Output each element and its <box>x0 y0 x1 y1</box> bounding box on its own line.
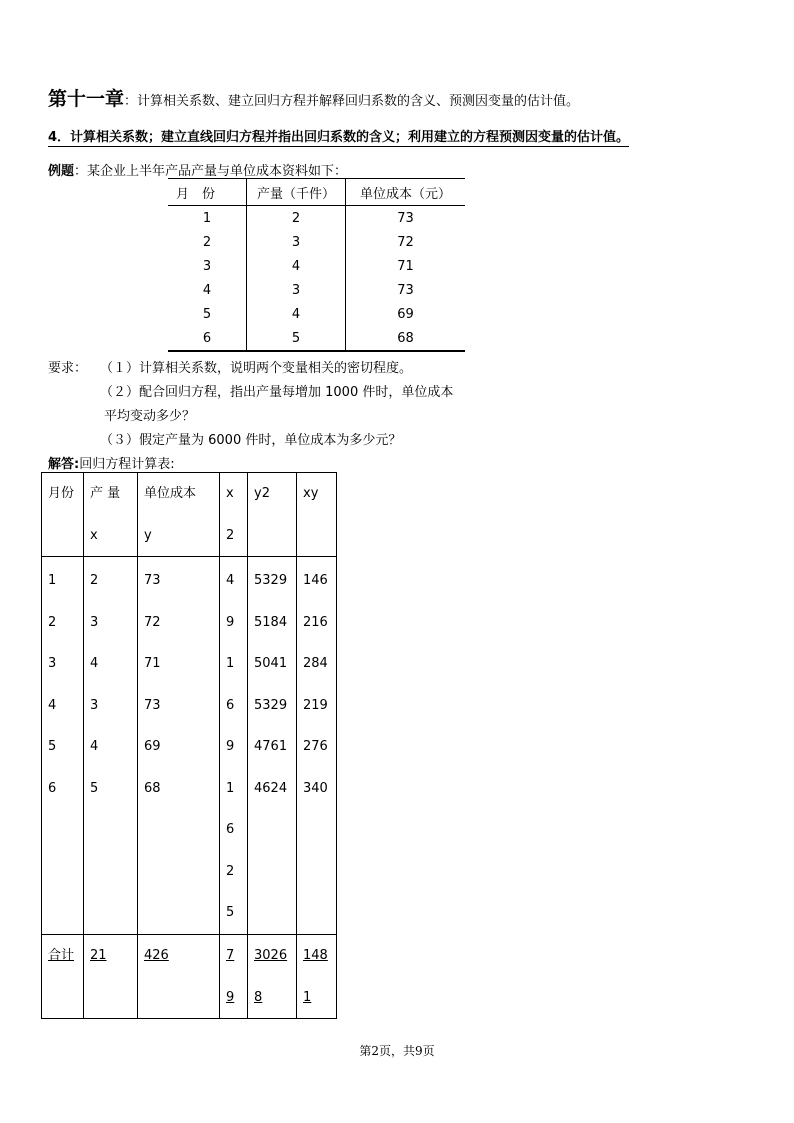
cell-month: 1 <box>202 210 212 226</box>
cell-output: 4 <box>247 302 346 326</box>
calc-header-cell <box>297 473 337 557</box>
cell-line: 9 <box>226 739 235 754</box>
cell-output: 5 <box>247 326 346 351</box>
cell-line: 3 <box>48 656 57 671</box>
cell-line: 6 <box>48 780 57 796</box>
cell-line: 1 <box>226 780 235 796</box>
answer-intro <box>48 453 175 472</box>
calc-header-cell <box>84 473 138 557</box>
cell-line: 1 <box>48 573 57 588</box>
cell-line: 5 <box>90 780 99 796</box>
calc-total-cell <box>84 935 138 1019</box>
cell-month: 4 <box>202 282 212 298</box>
table-row <box>168 278 465 302</box>
example-text: ：某企业上半年产品产量与单位成本资料如下： <box>74 164 348 179</box>
cell-line: 216 <box>303 614 328 630</box>
calc-header-cell <box>42 473 84 557</box>
cell-line: 5329 <box>254 697 288 713</box>
cell-line: 9 <box>226 989 235 1005</box>
calc-total-cell <box>138 935 220 1019</box>
cell-line: 5184 <box>254 614 288 630</box>
header-output: 产量（千件） <box>247 179 346 206</box>
cell-line: 21 <box>90 948 107 963</box>
cell-unit-cost: 73 <box>346 206 466 231</box>
chapter-description: ：计算相关系数、建立回归方程并解释回归系数的含义、预测因变量的估计值。 <box>124 94 580 109</box>
requirement-1: （１）计算相关系数，说明两个变量相关的密切程度。 <box>100 361 413 376</box>
cell-line: 3 <box>90 614 99 630</box>
calc-total-cell <box>297 935 337 1019</box>
cell-line: 6 <box>226 697 235 713</box>
cell-line: 73 <box>144 697 161 713</box>
cell-unit-cost: 72 <box>346 230 466 254</box>
table-row <box>168 302 465 326</box>
cell-line: y2 <box>254 486 270 501</box>
calc-body-cell <box>220 557 248 935</box>
chapter-title: 第十一章 <box>48 88 125 110</box>
page-number: 第2页，共9页 <box>359 1044 435 1058</box>
table-row <box>168 326 465 351</box>
cell-line: 4 <box>48 697 57 713</box>
cell-line: 6 <box>226 822 235 837</box>
cell-output: 3 <box>247 278 346 302</box>
calc-body-cell <box>84 557 138 935</box>
cell-line: 1 <box>226 656 235 671</box>
answer-text: 回归方程计算表: <box>79 457 175 472</box>
calc-body-cell <box>138 557 220 935</box>
calc-header-cell <box>248 473 297 557</box>
calc-total-cell <box>220 935 248 1019</box>
example-intro <box>48 160 347 179</box>
table-row <box>168 254 465 278</box>
cell-month: 6 <box>168 326 247 351</box>
cell-line: 2 <box>226 863 235 879</box>
production-cost-table <box>168 178 465 352</box>
cell-line: x <box>90 527 98 543</box>
cell-unit-cost: 69 <box>346 302 466 326</box>
cell-line: 5041 <box>254 656 288 671</box>
calc-header-cell <box>138 473 220 557</box>
requirement-2-line-1: （２）配合回归方程，指出产量每增加 1000 件时，单位成本 <box>100 385 454 400</box>
header-month: 月 份 <box>168 179 247 206</box>
cell-unit-cost: 71 <box>346 254 466 278</box>
cell-line: 3 <box>90 697 99 713</box>
table-row <box>168 206 465 231</box>
cell-output: 4 <box>247 254 346 278</box>
cell-month: 3 <box>202 258 212 274</box>
section-heading: 4．计算相关系数；建立直线回归方程并指出回归系数的含义；利用建立的方程预测因变量的估计值。 <box>48 126 629 147</box>
header-unit-cost: 单位成本（元） <box>346 179 466 206</box>
regression-calc-table <box>41 472 337 1019</box>
cell-output: 3 <box>247 230 346 254</box>
cell-line: 合计 <box>48 948 75 963</box>
cell-line: 产 量 <box>90 486 121 501</box>
cell-line: 68 <box>144 780 161 796</box>
requirement-3: （３）假定产量为 6000 件时，单位成本为多少元？ <box>100 433 402 448</box>
cell-month: 2 <box>202 234 212 250</box>
example-label: 例题 <box>48 164 75 179</box>
cell-line: 2 <box>48 614 57 630</box>
cell-line: 4 <box>90 739 99 754</box>
cell-line: 月份 <box>48 486 75 501</box>
cell-line: 73 <box>144 573 161 588</box>
cell-line: 2 <box>90 573 99 588</box>
cell-line: 5329 <box>254 573 288 588</box>
cell-month: 5 <box>202 306 212 322</box>
cell-line: 340 <box>303 780 328 796</box>
cell-line: 5 <box>226 905 235 920</box>
calc-header-cell <box>220 473 248 557</box>
cell-line: 426 <box>144 948 169 963</box>
cell-line: 71 <box>144 656 161 671</box>
cell-line: 284 <box>303 656 328 671</box>
cell-line: 69 <box>144 739 161 754</box>
cell-line: 1 <box>303 989 312 1005</box>
cell-line: 2 <box>226 527 235 543</box>
chapter-heading <box>48 84 579 111</box>
cell-line: 9 <box>226 614 235 630</box>
cell-line: 4 <box>226 573 235 588</box>
cell-unit-cost: 68 <box>346 326 466 351</box>
cell-line: xy <box>303 486 319 501</box>
cell-line: 146 <box>303 573 328 588</box>
cell-line: 276 <box>303 739 328 754</box>
cell-line: 8 <box>254 989 263 1005</box>
cell-line: 72 <box>144 614 161 630</box>
calc-total-cell <box>248 935 297 1019</box>
cell-line: 4761 <box>254 739 288 754</box>
calc-total-row <box>42 935 337 1019</box>
cell-line: 3026 <box>254 948 288 963</box>
cell-line: 5 <box>48 739 57 754</box>
requirements-label: 要求： <box>48 361 88 376</box>
cell-line: 单位成本 <box>144 486 197 501</box>
calc-body-cell <box>248 557 297 935</box>
cell-line: x <box>226 486 234 501</box>
calc-body-row <box>42 557 337 935</box>
calc-body-cell <box>42 557 84 935</box>
calc-body-cell <box>297 557 337 935</box>
cell-line: 7 <box>226 948 235 963</box>
table-header-row <box>168 179 465 206</box>
calc-total-cell <box>42 935 84 1019</box>
cell-line: 148 <box>303 948 328 963</box>
cell-line: y <box>144 527 152 543</box>
table-row <box>168 230 465 254</box>
requirement-2-line-2: 平均变动多少？ <box>104 409 196 424</box>
cell-unit-cost: 73 <box>346 278 466 302</box>
answer-label: 解答: <box>48 457 80 472</box>
calc-header-row <box>42 473 337 557</box>
cell-line: 219 <box>303 697 328 713</box>
cell-line: 4624 <box>254 780 288 796</box>
cell-line: 4 <box>90 656 99 671</box>
cell-output: 2 <box>247 206 346 231</box>
